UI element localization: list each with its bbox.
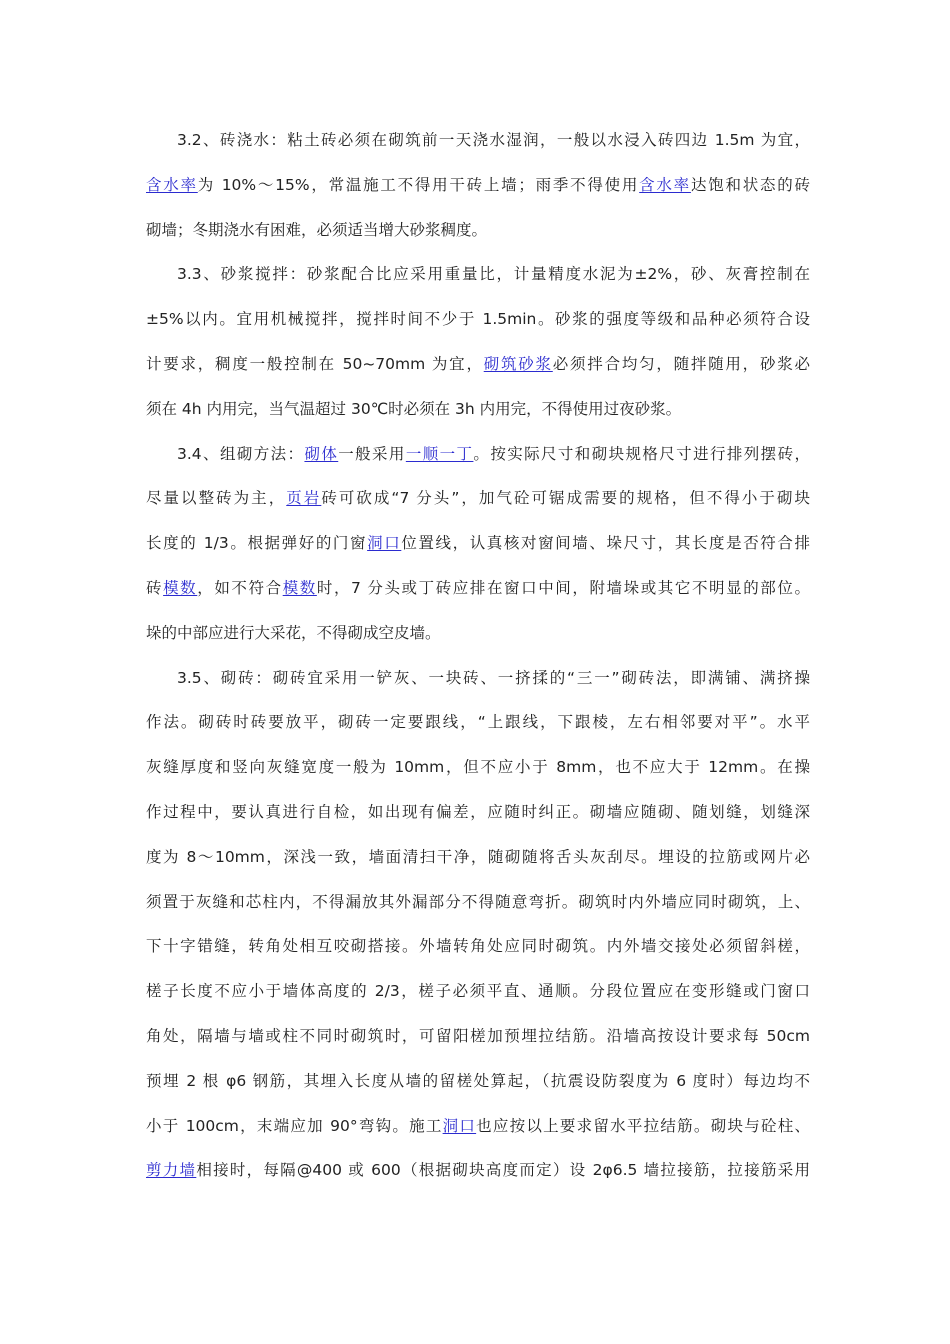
text-line — [146, 924, 810, 969]
text-line — [146, 208, 810, 253]
text-line — [146, 790, 810, 835]
text-segment: 。按实际尺寸和砌块规格尺寸进行排列摆砖， — [473, 444, 810, 463]
text-segment: 3.4、组砌方法： — [177, 444, 305, 463]
text-segment: 计要求，稠度一般控制在 50~70mm 为宜， — [146, 354, 484, 373]
text-segment: 砌墙；冬期浇水有困难，必须适当增大砂浆稠度。 — [146, 220, 488, 239]
term-link[interactable]: 一顺一丁 — [405, 444, 474, 463]
text-line — [146, 656, 810, 701]
text-line — [146, 700, 810, 745]
text-segment: 3.3、砂浆搅拌：砂浆配合比应采用重量比，计量精度水泥为±2%，砂、灰膏控制在 — [177, 265, 810, 284]
text-segment: 作过程中，要认真进行自检，如出现有偏差，应随时纠正。砌墙应随砌、随划缝，划缝深 — [146, 802, 810, 821]
text-segment: 必须拌合均匀，随拌随用，砂浆必 — [552, 354, 810, 373]
text-segment: 垛的中部应进行大采花，不得砌成空皮墙。 — [146, 623, 441, 642]
term-link[interactable]: 剪力墙 — [146, 1161, 197, 1180]
text-segment: 灰缝厚度和竖向灰缝宽度一般为 10mm，但不应小于 8mm，也不应大于 12mm。在操 — [146, 758, 810, 777]
term-link[interactable]: 含水率 — [639, 175, 691, 194]
text-segment: 时，7 分头或丁砖应排在窗口中间，附墙垛或其它不明显的部位。 — [316, 578, 810, 597]
text-segment: ，如不符合 — [197, 578, 283, 597]
text-segment: 槎子长度不应小于墙体高度的 2/3，槎子必须平直、通顺。分段位置应在变形缝或门窗口 — [146, 982, 810, 1001]
text-line — [146, 611, 810, 656]
text-segment: 须在 4h 内用完，当气温超过 30℃时必须在 3h 内用完，不得使用过夜砂浆。 — [146, 399, 682, 418]
term-link[interactable]: 模数 — [282, 578, 317, 597]
text-segment: 度为 8～10mm，深浅一致，墙面清扫干净，随砌随将舌头灰刮尽。埋设的拉筋或网片必 — [146, 847, 810, 866]
text-line — [146, 566, 810, 611]
text-line — [146, 1104, 810, 1149]
text-line — [146, 745, 810, 790]
text-line — [146, 521, 810, 566]
term-link[interactable]: 洞口 — [442, 1116, 477, 1135]
text-line — [146, 387, 810, 432]
text-line — [146, 1059, 810, 1104]
term-link[interactable]: 页岩 — [286, 489, 322, 508]
term-link[interactable]: 模数 — [163, 578, 198, 597]
text-segment: 下十字错缝，转角处相互咬砌搭接。外墙转角处应同时砌筑。内外墙交接处必须留斜槎， — [146, 937, 810, 956]
text-segment: 达饱和状态的砖 — [690, 175, 810, 194]
text-segment: 尽量以整砖为主， — [146, 489, 287, 508]
text-line — [146, 969, 810, 1014]
text-segment: 一般采用 — [338, 444, 406, 463]
text-line — [146, 835, 810, 880]
text-line — [146, 297, 810, 342]
text-segment: 位置线，认真核对窗间墙、垛尺寸，其长度是否符合排 — [401, 534, 810, 553]
text-segment: 为 10%～15%，常温施工不得用干砖上墙；雨季不得使用 — [197, 175, 640, 194]
text-line — [146, 1014, 810, 1059]
text-line — [146, 1148, 810, 1193]
text-segment: 作法。砌砖时砖要放平，砌砖一定要跟线，“上跟线，下跟棱，左右相邻要对平”。水平 — [146, 713, 810, 732]
term-link[interactable]: 砌体 — [304, 444, 339, 463]
text-segment: 也应按以上要求留水平拉结筋。砌块与砼柱、 — [476, 1116, 810, 1135]
text-line — [146, 432, 810, 477]
text-segment: 小于 100cm，末端应加 90°弯钩。施工 — [146, 1116, 443, 1135]
text-line — [146, 118, 810, 163]
text-segment: 相接时，每隔@400 或 600（根据砌块高度而定）设 2φ6.5 墙拉接筋，拉接筋采用 — [196, 1161, 810, 1180]
text-segment: 砖 — [146, 578, 164, 597]
text-segment: 角处，隔墙与墙或柱不同时砌筑时，可留阳槎加预埋拉结筋。沿墙高按设计要求每 50cm — [146, 1026, 810, 1045]
term-link[interactable]: 含水率 — [146, 175, 198, 194]
text-segment: 砖可砍成“7 分头”，加气砼可锯成需要的规格，但不得小于砌块 — [321, 489, 810, 508]
text-line — [146, 342, 810, 387]
text-segment: 须置于灰缝和芯柱内，不得漏放其外漏部分不得随意弯折。砌筑时内外墙应同时砌筑，上、 — [146, 892, 810, 911]
text-segment: 长度的 1/3。根据弹好的门窗 — [146, 534, 368, 553]
text-segment: ±5%以内。宜用机械搅拌，搅拌时间不少于 1.5min。砂浆的强度等级和品种必须符合设 — [146, 310, 810, 329]
text-line — [146, 252, 810, 297]
text-line — [146, 163, 810, 208]
text-segment: 预埋 2 根 φ6 钢筋，其埋入长度从墙的留槎处算起，（抗震设防裂度为 6 度时）每边均不 — [146, 1071, 810, 1090]
term-link[interactable]: 洞口 — [367, 534, 402, 553]
text-segment: 3.2、砖浇水：粘土砖必须在砌筑前一天浇水湿润，一般以水浸入砖四边 1.5m 为宜， — [177, 131, 810, 149]
text-segment: 3.5、砌砖：砌砖宜采用一铲灰、一块砖、一挤揉的“三一”砌砖法，即满铺、满挤操 — [177, 668, 810, 687]
term-link[interactable]: 砌筑砂浆 — [483, 354, 553, 373]
document-body — [146, 118, 810, 1193]
text-line — [146, 476, 810, 521]
text-line — [146, 880, 810, 925]
